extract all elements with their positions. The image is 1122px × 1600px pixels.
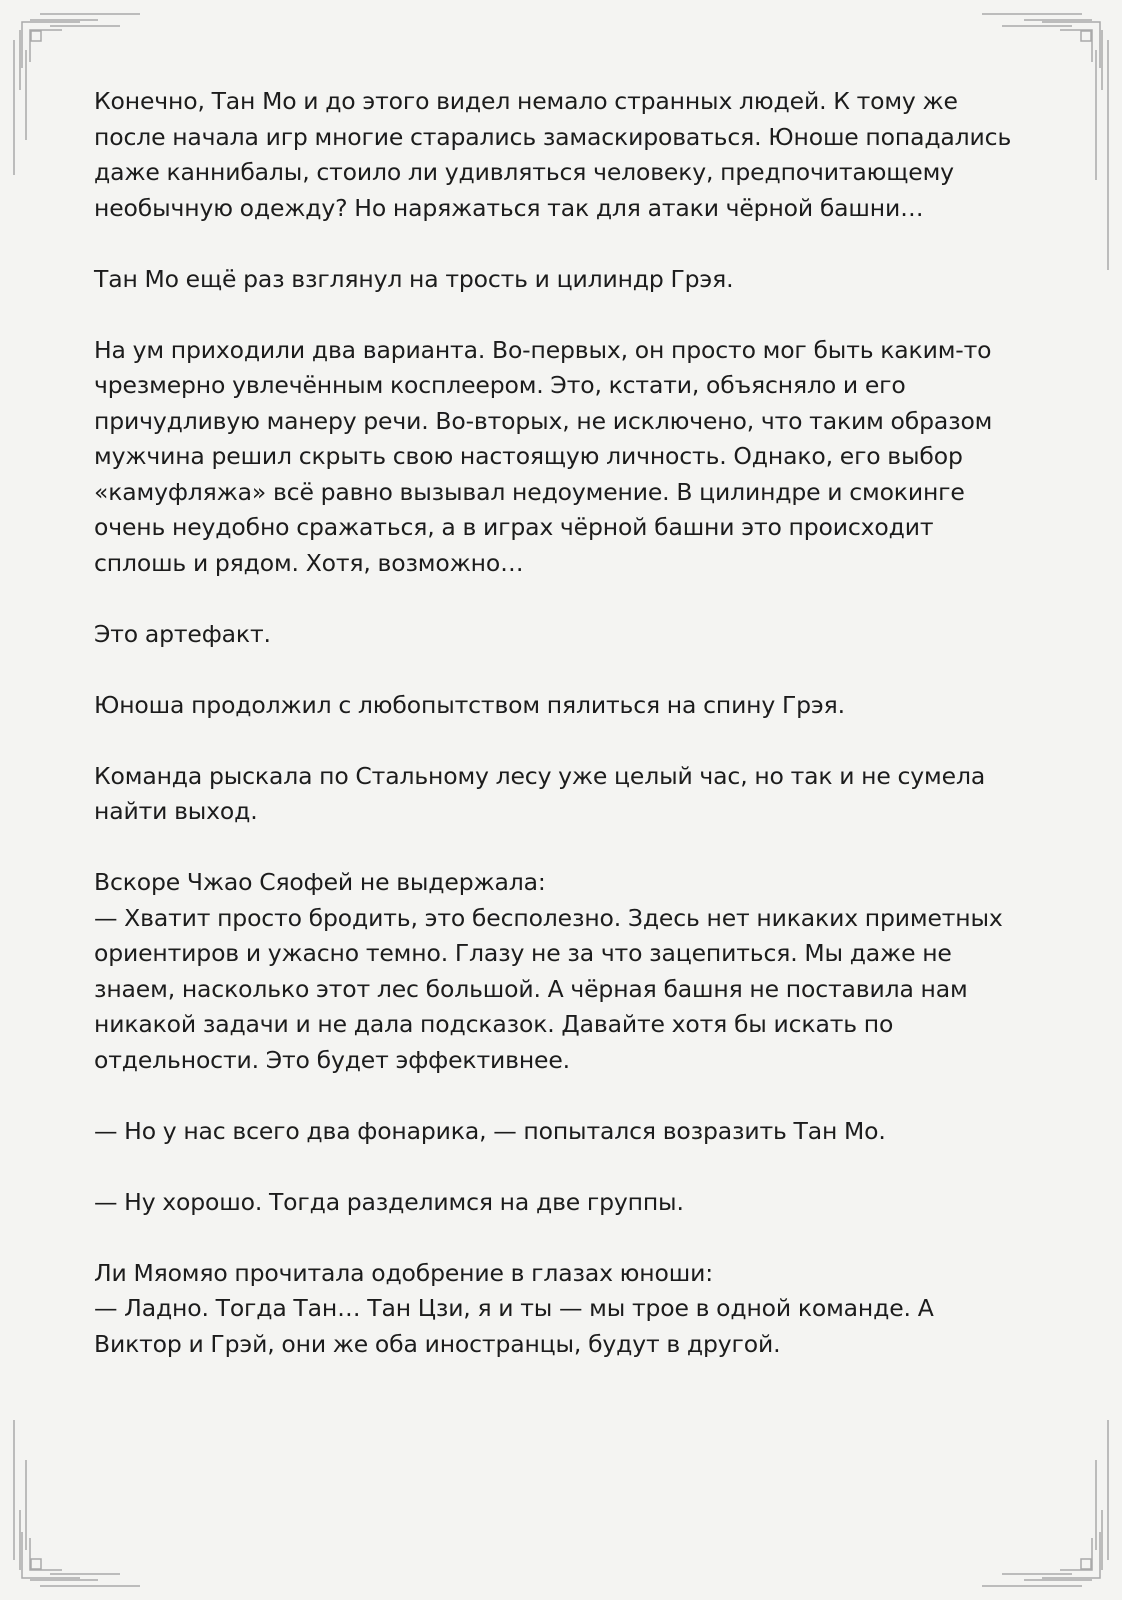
text-line: Тан Мо ещё раз взглянул на трость и цилиндр Грэя. — [94, 264, 734, 293]
paragraph — [94, 688, 1054, 724]
text-line: Вскоре Чжао Сяофей не выдержала: — [94, 868, 546, 896]
text-line: очень неудобно сражаться, а в играх чёрной башни это происходит — [94, 513, 934, 541]
text-line: причудливую манеру речи. Во-вторых, не исключено, что таким образом — [94, 406, 993, 435]
paragraph — [94, 617, 1054, 653]
ornamental-corner-icon-bottom-left — [14, 1420, 140, 1586]
paragraph — [94, 865, 1054, 1078]
text-line: — Ну хорошо. Тогда разделимся на две группы. — [94, 1187, 684, 1216]
text-line: Это артефакт. — [94, 619, 271, 648]
text-line: Юноша продолжил с любопытством пялиться на спину Грэя. — [94, 690, 845, 719]
text-line: — Но у нас всего два фонарика, — попытался возразить Тан Мо. — [94, 1116, 886, 1145]
text-line: «камуфляжа» всё равно вызывал недоумение. В цилиндре и смокинге — [94, 477, 965, 506]
text-line: мужчина решил скрыть свою настоящую личность. Однако, его выбор — [94, 442, 963, 470]
text-line: необычную одежду? Но наряжаться так для атаки чёрной башни… — [94, 193, 924, 222]
text-line: знаем, насколько этот лес большой. А чёрная башня не поставила нам — [94, 974, 968, 1003]
paragraph — [94, 1114, 1054, 1150]
text-line: — Ладно. Тогда Тан… Тан Цзи, я и ты — мы трое в одной команде. А — [94, 1294, 934, 1322]
paragraph — [94, 1185, 1054, 1221]
text-line: — Хватит просто бродить, это бесполезно. Здесь нет никаких приметных — [94, 903, 1003, 932]
ornamental-corner-icon-bottom-right — [982, 1420, 1108, 1586]
text-line: сплошь и рядом. Хотя, возможно… — [94, 548, 524, 577]
paragraph — [94, 262, 1054, 298]
text-line: Конечно, Тан Мо и до этого видел немало странных людей. К тому же — [94, 87, 958, 115]
text-line: отдельности. Это будет эффективнее. — [94, 1045, 570, 1074]
paragraph — [94, 759, 1054, 830]
paragraph — [94, 1256, 1054, 1363]
text-line: после начала игр многие старались замаскироваться. Юноше попадались — [94, 122, 1012, 151]
text-line: Виктор и Грэй, они же оба иностранцы, будут в другой. — [94, 1329, 781, 1358]
document-body — [94, 84, 1054, 1398]
text-line: никакой задачи и не дала подсказок. Давайте хотя бы искать по — [94, 1010, 894, 1038]
text-line: ориентиров и ужасно темно. Глазу не за что зацепиться. Мы даже не — [94, 939, 952, 967]
text-line: даже каннибалы, стоило ли удивляться человеку, предпочитающему — [94, 158, 954, 186]
text-line: Ли Мяомяо прочитала одобрение в глазах юноши: — [94, 1258, 713, 1287]
text-line: найти выход. — [94, 797, 258, 825]
text-line: Команда рыскала по Стальному лесу уже целый час, но так и не сумела — [94, 761, 986, 790]
text-line: На ум приходили два варианта. Во-первых, он просто мог быть каким-то — [94, 335, 992, 364]
text-line: чрезмерно увлечённым косплеером. Это, кстати, объясняло и его — [94, 371, 906, 399]
paragraph — [94, 84, 1054, 226]
paragraph — [94, 333, 1054, 582]
